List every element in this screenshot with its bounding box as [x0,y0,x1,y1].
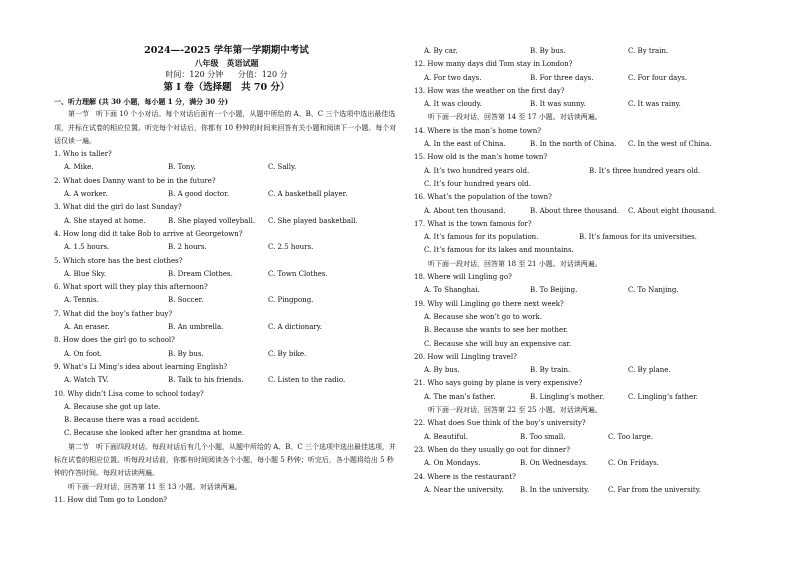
question-text: 14. Where is the man’s home town? [414,126,542,135]
question-item [54,201,399,228]
question-17 [414,218,744,258]
question-text: 20. How will Lingling travel? [414,352,517,361]
option-c[interactable]: C. Listen to the radio. [268,376,346,385]
question-item [54,308,399,335]
instruction-22-25: 听下面一段对话，回答第 22 至 25 小题。对话读两遍。 [428,406,602,415]
exam-score: 分值：120 分 [237,70,288,79]
instruction-18-21: 听下面一段对话，回答第 18 至 21 小题。对话读两遍。 [428,259,602,268]
option-b[interactable]: B. By train. [530,366,571,375]
part-title: 第 I 卷（选择题 共 70 分） [163,82,290,93]
option-a[interactable]: A. Mike. [64,163,94,172]
option-c[interactable]: C. It’s four hundred years old. [424,179,531,188]
question-item [54,175,399,202]
question-text: 13. How was the weather on the first day? [414,86,565,95]
option-a[interactable]: A. Blue Sky. [64,269,107,278]
question-list-right [414,58,744,111]
question-19 [414,298,744,351]
question-text: 18. Where will Lingling go? [414,273,512,282]
option-c[interactable]: C. It’s famous for its lakes and mountains. [424,246,574,255]
option-b[interactable]: B. 2 hours. [168,243,207,252]
question-text: 6. What sport will they play this afternoon? [54,283,208,292]
option-c[interactable]: C. Pingpong. [268,296,314,305]
option-c[interactable]: C. In the west of China. [628,140,712,149]
question-item [54,148,399,175]
question-text: 7. What did the boy’s father buy? [54,309,173,318]
option-c[interactable]: C. By bike. [268,349,307,358]
question-list [54,148,399,387]
option-b[interactable]: B. By bus. [530,47,566,55]
question-item [54,228,399,255]
option-b[interactable]: B. By bus. [168,349,204,358]
question-text: 23. When do they usually go out for dinner? [414,445,570,454]
option-c[interactable]: C. A basketball player. [268,190,348,199]
question-item [414,58,744,85]
option-c[interactable]: C. On Fridays. [608,459,659,468]
option-c[interactable]: C. To Nanjing. [628,286,679,295]
option-a[interactable]: A. On Mondays. [424,459,481,468]
option-c[interactable]: C. Because she will buy an expensive car. [424,339,572,348]
question-24 [414,471,744,498]
option-a[interactable]: A. An eraser. [64,323,110,332]
exam-meta [54,69,399,81]
option-b[interactable]: B. Dream Clothes. [168,269,233,278]
question-15 [414,151,744,191]
option-b[interactable]: B. A good doctor. [168,190,229,199]
section-intro-2: 第二节 听下面四段对话。每段对话后有几个小题，从题中所给的 A、B、C 三个选项中选出最佳选项，并标在试卷的相应位置。听每段对话前，你都有时间阅读各个小题，每小题 5 秒钟；听完后，各小题将给出 5 秒钟的作答时间。每段对话读两遍。 [54,442,397,478]
option-a[interactable]: A. 1.5 hours. [64,243,110,252]
question-11-options [414,45,744,58]
question-item [54,281,399,308]
question-item [54,255,399,282]
question-text: 8. How does the girl go to school? [54,336,175,345]
exam-title: 2024—-2025 学年第一学期期中考试 [144,45,309,56]
question-18 [414,271,744,298]
question-21 [414,377,744,404]
option-a[interactable]: A. Watch TV. [64,376,109,385]
option-c[interactable]: C. She played basketball. [268,216,358,225]
option-a[interactable]: A. Because she got up late. [64,402,161,411]
option-b[interactable]: B. About three thousand. [530,206,620,215]
option-a[interactable]: A. Because she won’t go to work. [424,312,542,321]
question-20 [414,351,744,378]
option-a[interactable]: A. It was cloudy. [424,100,482,109]
section-intro: 第一节 听下面 10 个小对话。每个对话后面有一个小题，从题中所给的 A、B、C 三个选项中选出最佳选项，并标在试卷的相应位置。听完每个对话后，你都有 10 秒钟的时间来回答有关小题和阅读下一小题。每个对话仅读一遍。 [54,110,397,145]
option-c[interactable]: C. Town Clothes. [268,269,328,278]
question-14 [414,125,744,152]
option-a[interactable]: A. About ten thousand. [424,206,506,215]
option-a[interactable]: A. Tennis. [64,296,99,305]
option-b[interactable]: B. An umbrella. [168,323,224,332]
question-23 [414,444,744,471]
option-b[interactable]: B. Too small. [520,432,566,441]
question-text: 10. Why didn’t Lisa come to school today? [54,389,204,398]
question-text: 22. What does Sue think of the boy’s university? [414,419,586,428]
option-c[interactable]: C. A dictionary. [268,323,323,332]
option-b[interactable]: B. On Wednesdays. [520,459,588,468]
question-text: 19. Why will Lingling go there next week? [414,299,564,308]
option-c[interactable]: C. By train. [628,47,669,55]
question-text: 5. Which store has the best clothes? [54,256,183,265]
question-text: 1. Who is taller? [54,150,112,159]
question-text: 17. What is the town famous for? [414,219,532,228]
option-a[interactable]: A. Beautiful. [424,432,469,441]
option-b[interactable]: B. Soccer. [168,296,204,305]
instruction-11-13: 听下面一段对话，回答第 11 至 13 小题。对话读两遍。 [68,482,242,491]
question-text: 16. What’s the population of the town? [414,193,552,202]
option-c[interactable]: C. Sally. [268,163,297,172]
question-text: 9. What’s Li Ming’s idea about learning English? [54,362,228,371]
question-text: 12. How many days did Tom stay in London? [414,60,573,69]
question-text: 4. How long did it take Bob to arrive at Georgetown? [54,229,243,238]
exam-time: 时间：120 分钟 [165,70,224,79]
question-item [54,334,399,361]
option-c[interactable]: C. 2.5 hours. [268,243,314,252]
question-text: 15. How old is the man’s home town? [414,153,548,162]
option-b[interactable]: B. In the north of China. [530,140,617,149]
option-c[interactable]: C. Because she looked after her grandma at home. [64,429,245,438]
option-a[interactable]: A. The man’s father. [424,392,496,401]
instruction-14-17: 听下面一段对话，回答第 14 至 17 小题。对话读两遍。 [428,113,602,122]
option-b[interactable]: B. She played volleyball. [168,216,256,225]
question-16 [414,191,744,218]
option-b[interactable]: B. It’s famous for its universities. [579,233,697,242]
section-heading: 一、听力理解 (共 30 小题，每小题 1 分，满分 30 分) [54,97,229,106]
question-text: 24. Where is the restaurant? [414,472,516,481]
question-11: 11. How did Tom go to London? [54,495,168,504]
option-a[interactable]: A. It’s famous for its population. [424,233,539,242]
option-a[interactable]: A. By car. [424,47,458,55]
option-b[interactable]: B. For three days. [530,73,594,82]
option-a[interactable]: A. By bus. [424,366,460,375]
question-10 [54,388,399,441]
question-item [414,85,744,112]
question-text: 21. Who says going by plane is very expensive? [414,379,583,388]
option-b[interactable]: B. It’s three hundred years old. [589,166,701,175]
option-b[interactable]: B. Tony. [168,163,196,172]
question-text: 2. What does Danny want to be in the future? [54,176,216,185]
question-22 [414,417,744,444]
option-c[interactable]: C. About eight thousand. [628,206,717,215]
option-a[interactable]: A. Near the university. [424,485,504,494]
option-b[interactable]: B. In the university. [520,485,590,494]
left-column [54,44,399,507]
option-c[interactable]: C. Far from the university. [608,485,701,494]
option-c[interactable]: C. By plane. [628,366,671,375]
option-b[interactable]: B. Because there was a road accident. [64,416,200,425]
option-b[interactable]: B. To Beijing. [530,286,578,295]
option-a[interactable]: A. She stayed at home. [64,216,146,225]
question-text: 3. What did the girl do last Sunday? [54,203,182,212]
option-a[interactable]: A. For two days. [424,73,482,82]
grade-subject: 八年级 英语试题 [194,58,259,68]
option-a[interactable]: A. A worker. [64,190,108,199]
option-c[interactable]: C. Too large. [608,432,653,441]
option-a[interactable]: A. To Shanghai. [424,286,480,295]
question-item [54,361,399,388]
right-column [414,45,744,497]
option-a[interactable]: A. On foot. [64,349,103,358]
option-b[interactable]: B. Lingling’s mother. [530,392,605,401]
option-a[interactable]: A. It’s two hundred years old. [424,166,530,175]
option-c[interactable]: C. It was rainy. [628,100,681,109]
option-c[interactable]: C. Lingling’s father. [628,392,698,401]
option-b[interactable]: B. Talk to his friends. [168,376,244,385]
option-a[interactable]: A. In the east of China. [424,140,506,149]
option-b[interactable]: B. Because she wants to see her mother. [424,326,568,335]
option-b[interactable]: B. It was sunny. [530,100,586,109]
option-c[interactable]: C. For four days. [628,73,688,82]
